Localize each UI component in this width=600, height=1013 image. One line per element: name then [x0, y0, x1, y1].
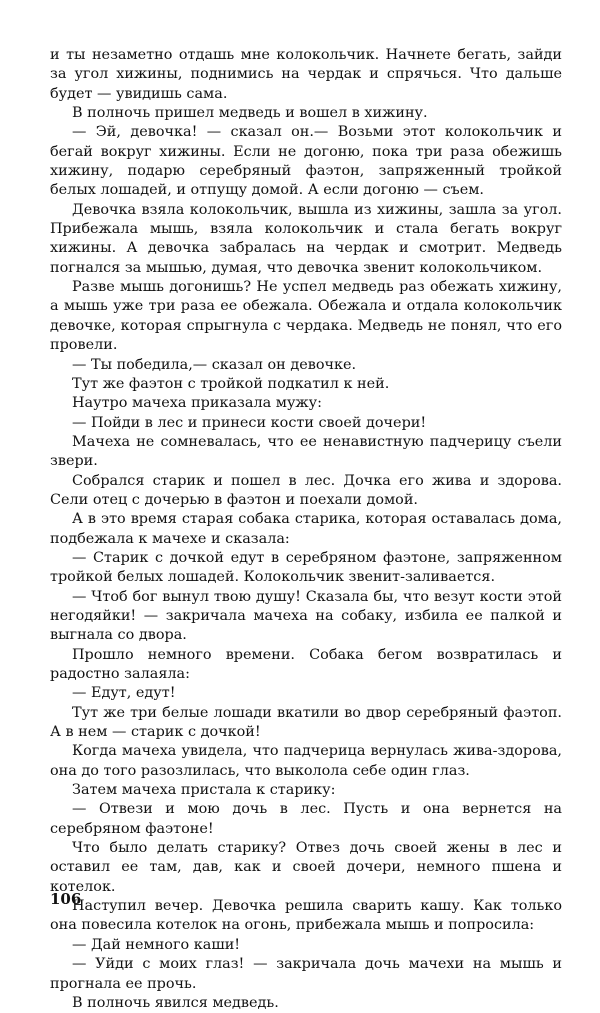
paragraph: А в это время старая собака старика, которая оставалась дома, подбежала к мачехе и сказала:	[50, 511, 562, 547]
body-text	[50, 46, 562, 1013]
paragraph: Тут же фаэтон с тройкой подкатил к ней.	[72, 375, 390, 392]
paragraph: Когда мачеха увидела, что падчерица вернулась жива-здорова, она до того разозлилась, что выколола себе один глаз.	[50, 743, 562, 779]
paragraph: Разве мышь догонишь? Не успел медведь раз обежать хижину, а мышь уже три раза ее обежала. Обежала и отдала колокольчик девочке, которая спрыгнула с чердака. Медведь не понял, что его провели.	[50, 279, 562, 354]
paragraph: Мачеха не сомневалась, что ее ненавистную падчерицу съели звери.	[50, 433, 562, 470]
dialogue-line: — Чтоб бог вынул твою душу! Сказала бы, что везут кости этой негодяйки! — закричала мачеха на собаку, избила ее палкой и выгнала со двора.	[50, 588, 562, 644]
paragraph: В полночь явился медведь.	[72, 994, 279, 1011]
paragraph: Девочка взяла колокольчик, вышла из хижины, зашла за угол. Прибежала мышь, взяла колокольчик и стала бегать вокруг хижины. А девочка забралась на чердак и смотрит. Медведь погнался за мышью, думая, что девочка звенит колокольчиком.	[50, 201, 562, 276]
paragraph: Тут же три белые лошади вкатили во двор серебряный фаэтоп. А в нем — старик с дочкой!	[50, 704, 562, 741]
dialogue-line: — Старик с дочкой едут в серебряном фаэтоне, запряженном тройкой белых лошадей. Колокольчик звенит-заливается.	[50, 549, 562, 586]
paragraph: Наутро мачеха приказала мужу:	[72, 395, 322, 412]
dialogue-line: — Ты победила,— сказал он девочке.	[72, 356, 357, 373]
paragraph: и ты незаметно отдашь мне колокольчик. Начнете бегать, зайди за угол хижины, поднимись на чердак и спрячься. Что дальше будет — увидишь сама.	[50, 47, 562, 102]
dialogue-line: — Дай немного каши!	[72, 936, 241, 953]
paragraph: Затем мачеха пристала к старику:	[72, 782, 336, 799]
dialogue-line: — Едут, едут!	[72, 685, 176, 702]
dialogue-line: — Пойди в лес и принеси кости своей дочери!	[72, 414, 427, 431]
dialogue-line: — Уйди с моих глаз! — закричала дочь мачехи на мышь и прогнала ее прочь.	[50, 956, 562, 992]
dialogue-line: — Эй, девочка! — сказал он.— Возьми этот колокольчик и бегай вокруг хижины. Если не догоню, пока три раза обежишь хижину, подарю серебряный фаэтон, запряженный тройкой белых лошадей, и отпущу домой. А если догоню — съем.	[50, 124, 562, 199]
paragraph: В полночь пришел медведь и вошел в хижину.	[72, 105, 428, 122]
dialogue-line: — Отвези и мою дочь в лес. Пусть и она вернется на серебряном фаэтоне!	[50, 801, 562, 837]
paragraph: Прошло немного времени. Собака бегом возвратилась и радостно залаяла:	[50, 646, 562, 682]
paragraph: Собрался старик и пошел в лес. Дочка его жива и здорова. Сели отец с дочерью в фаэтон и поехали домой.	[50, 472, 562, 508]
page-number: 106	[50, 890, 82, 908]
paragraph: Что было делать старику? Отвез дочь своей жены в лес и оставил ее там, дав, как и своей дочери, немного пшена и котелок.	[50, 840, 562, 895]
paragraph: Наступил вечер. Девочка решила сварить кашу. Как только она повесила котелок на огонь, прибежала мышь и попросила:	[50, 898, 562, 934]
